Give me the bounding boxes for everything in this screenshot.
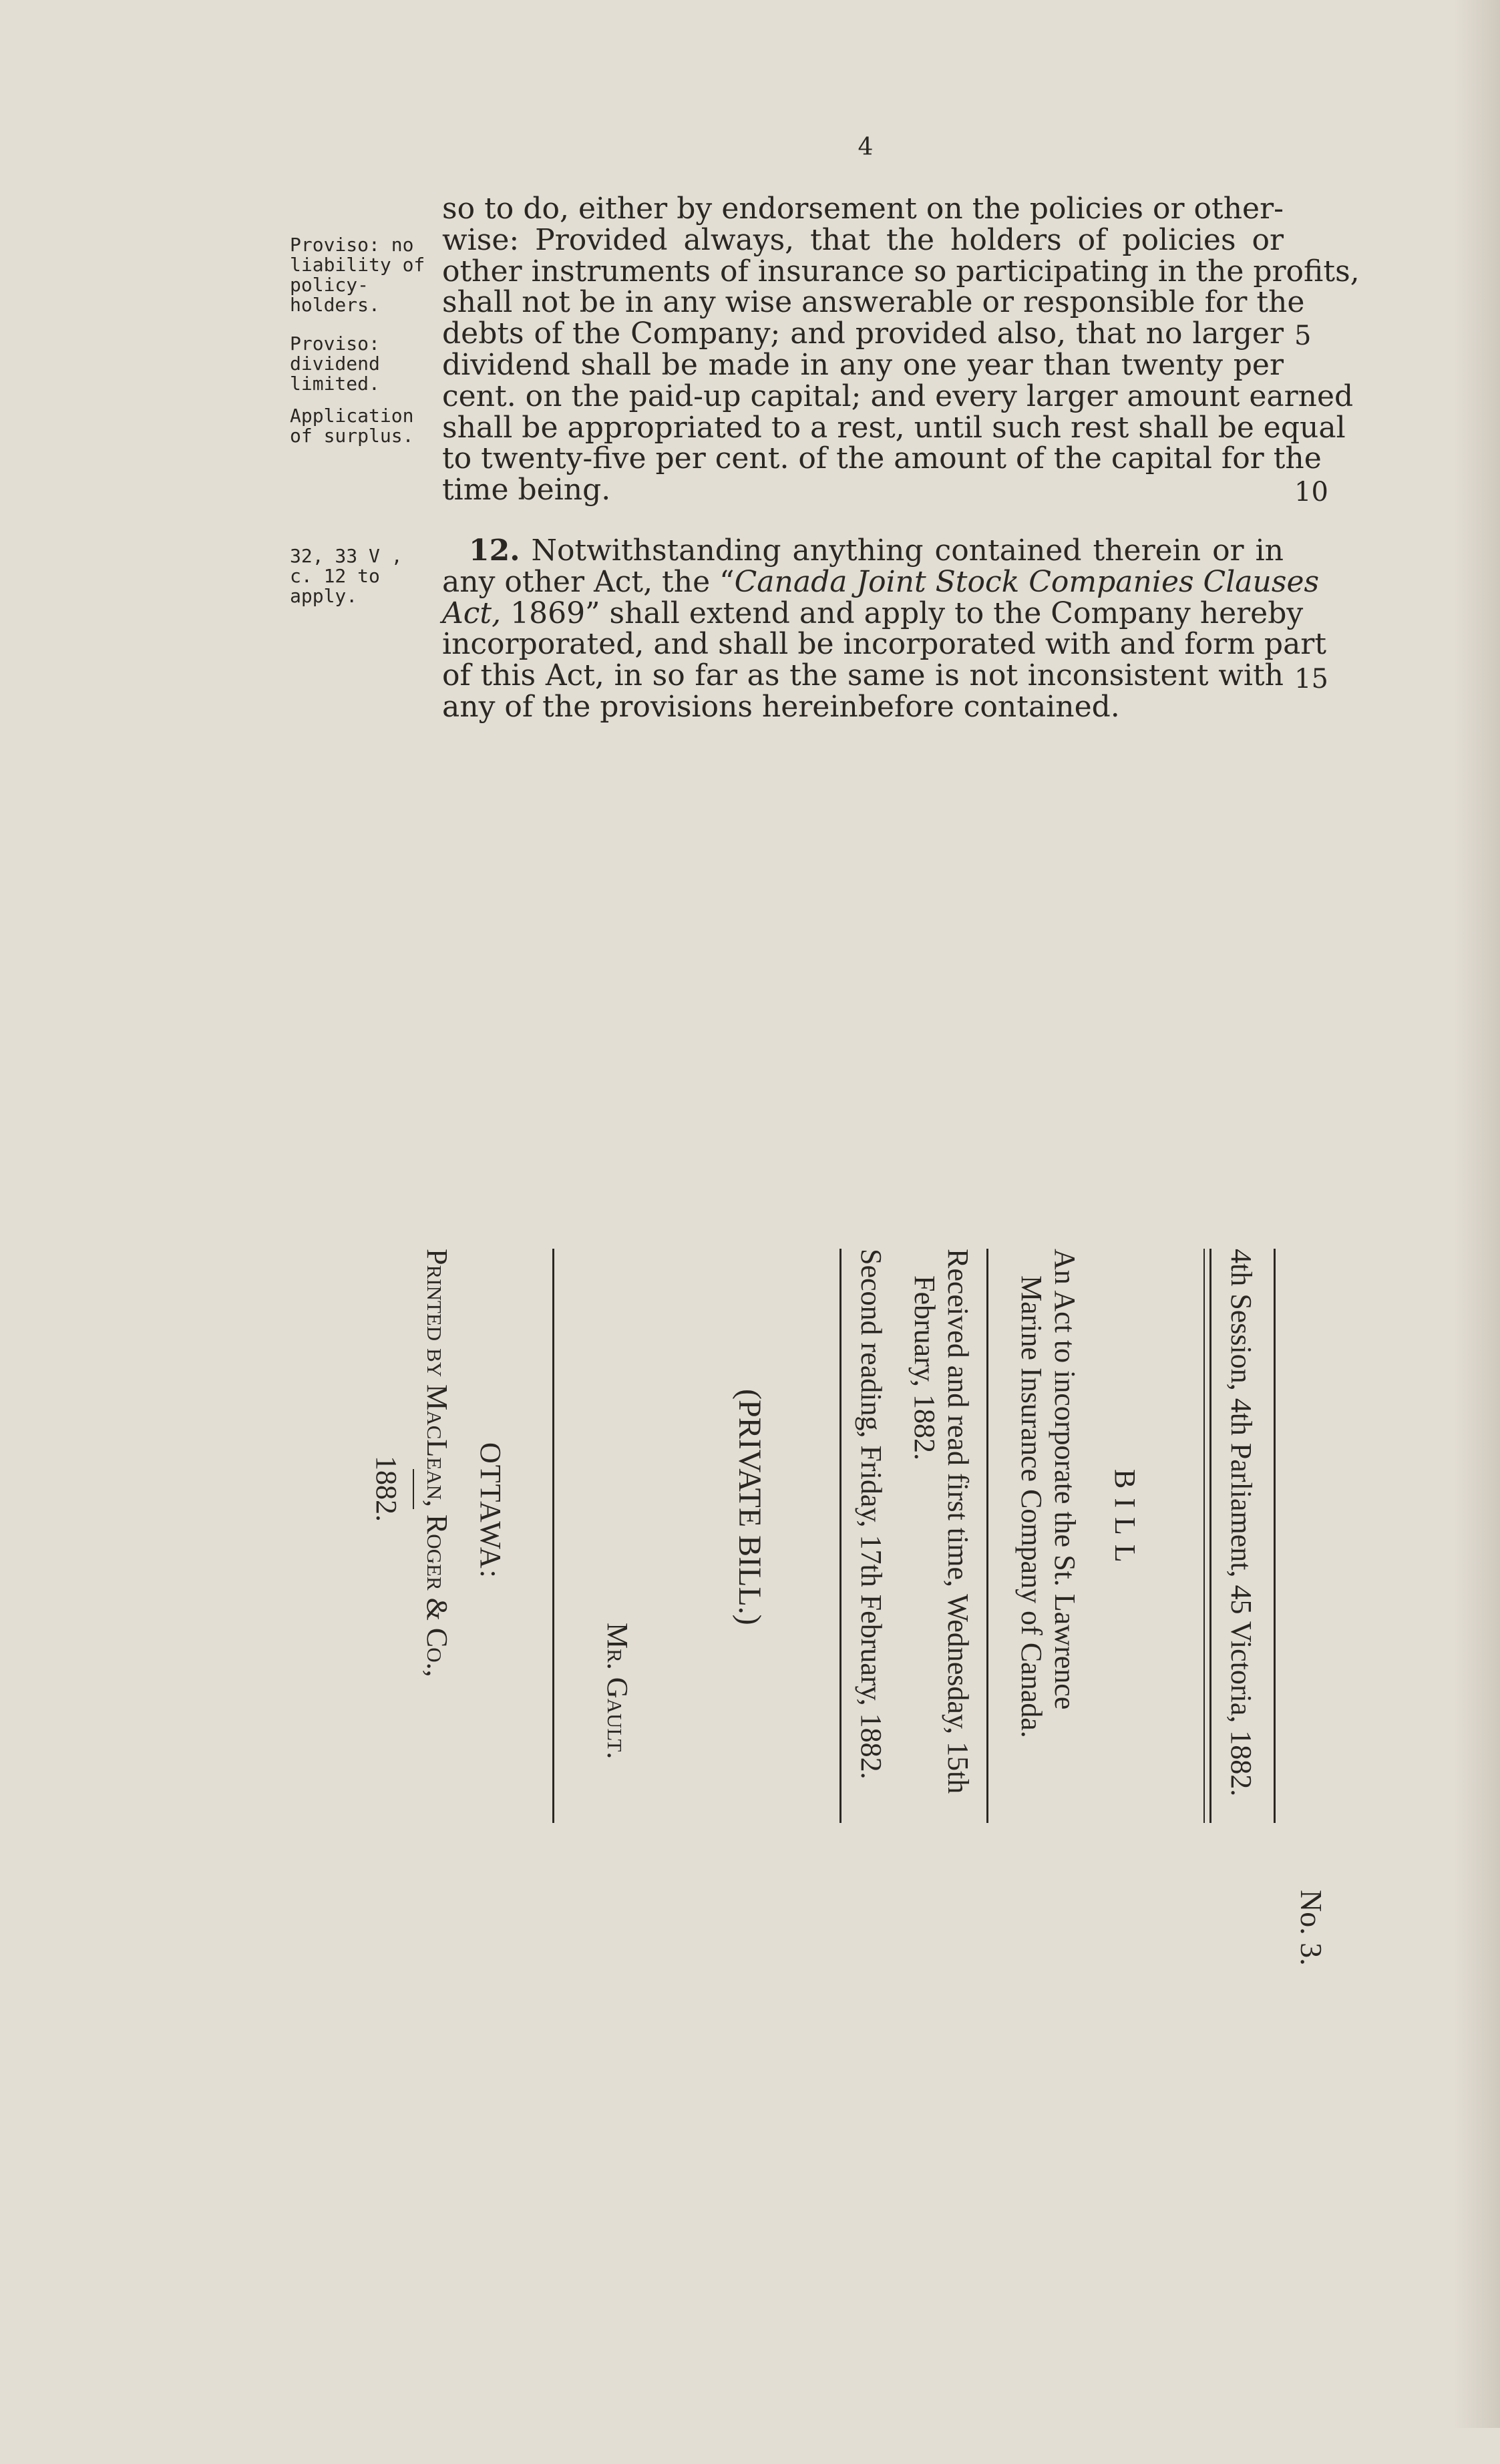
sidenote-proviso-liability: Proviso: no liability of policy-holders. <box>290 234 425 316</box>
publication-year: 1882. <box>370 1456 403 1522</box>
rule <box>1209 1249 1211 1823</box>
text-fragment: Notwithstanding anything contained therein or in <box>520 534 1284 568</box>
text-line: cent. on the paid-up capital; and every larger amount earned <box>442 379 1354 413</box>
bill-title-line1: An Act to incorporate the St. Lawrence <box>1049 1249 1081 1710</box>
section-number: 12. <box>469 534 520 568</box>
text-line: to twenty-five per cent. of the amount of the capital for the <box>442 441 1322 476</box>
private-bill-label: (PRIVATE BILL.) <box>732 1389 767 1625</box>
rule <box>1274 1249 1276 1823</box>
act-title-italic: Canada Joint Stock Companies Clauses <box>734 564 1320 599</box>
line-number: 15 <box>1294 664 1328 694</box>
line-number: 5 <box>1294 321 1312 351</box>
publication-place: OTTAWA: <box>474 1442 507 1579</box>
text-line: any of the provisions hereinbefore contained. <box>442 689 1120 724</box>
line-number: 10 <box>1294 477 1328 507</box>
sidenote-act-applies: 32, 33 V , c. 12 to apply. <box>290 545 403 607</box>
session-line: 4th Session, 4th Parliament, 45 Victoria, 1882. <box>1225 1249 1258 1797</box>
bill-label: BILL <box>1109 1469 1141 1572</box>
second-reading: Second reading, Friday, 17th February, 1882. <box>855 1249 888 1780</box>
text-line <box>442 596 1304 630</box>
first-reading-line2: February, 1882. <box>908 1275 941 1460</box>
printer-line: Printed by MacLean, Roger & Co., <box>421 1249 453 1677</box>
text-line <box>442 536 1284 567</box>
text-line: time being. <box>442 473 611 507</box>
page-edge-shadow <box>1453 0 1500 2428</box>
bill-number: No. 3. <box>1294 1890 1328 1966</box>
rule <box>552 1249 554 1823</box>
text-line: so to do, either by endorsement on the policies or other- <box>442 192 1284 226</box>
bill-endorsement <box>134 1222 1376 2464</box>
text-line: incorporated, and shall be incorporated with and form part <box>442 627 1327 662</box>
short-rule <box>413 1469 414 1509</box>
text-line <box>442 564 1320 599</box>
bill-title-line2: Marine Insurance Company of Canada. <box>1015 1275 1048 1738</box>
text-line: other instruments of insurance so participating in the profits, <box>442 254 1360 288</box>
text-fragment: any other Act, the “ <box>442 564 735 599</box>
text-line: dividend shall be made in any one year than twenty per <box>442 347 1284 382</box>
text-line: wise: Provided always, that the holders of policies or <box>442 222 1284 257</box>
sidenote-proviso-dividend: Proviso: dividend limited. <box>290 333 380 395</box>
text-line: shall be appropriated to a rest, until such rest shall be equal <box>442 410 1346 445</box>
act-title-italic: Act, <box>442 596 502 630</box>
text-line: debts of the Company; and provided also, that no larger <box>442 317 1284 351</box>
text-line: shall not be in any wise answerable or responsible for the <box>442 285 1305 320</box>
text-fragment: 1869” shall extend and apply to the Company hereby <box>501 596 1304 630</box>
first-reading-line1: Received and read first time, Wednesday, 15th <box>942 1249 974 1794</box>
sponsor-name: Mr. Gault. <box>601 1623 634 1760</box>
page-number: 4 <box>858 134 874 161</box>
rule <box>839 1249 841 1823</box>
text-line: of this Act, in so far as the same is not inconsistent with <box>442 658 1284 693</box>
rule <box>1203 1249 1205 1823</box>
sidenote-application-surplus: Application of surplus. <box>290 405 414 447</box>
rule <box>986 1249 988 1823</box>
